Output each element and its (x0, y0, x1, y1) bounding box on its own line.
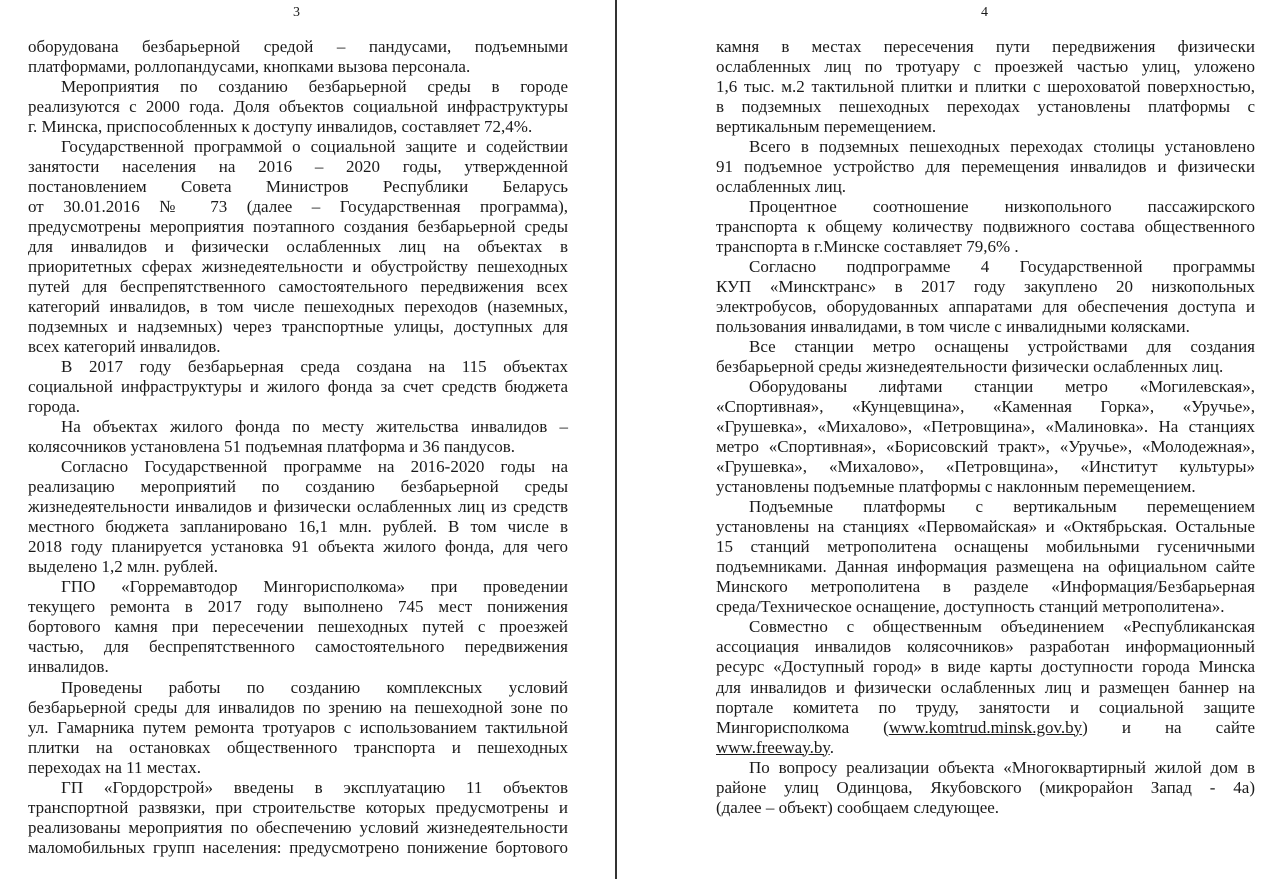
text-line: Все станции метро оснащены устройствами для создания (749, 337, 1255, 357)
paragraph (716, 197, 1255, 257)
text-line: переходах на 11 местах. (28, 757, 201, 777)
paragraph (716, 617, 1255, 757)
document-page-4 (618, 0, 1280, 879)
paragraph (28, 77, 568, 137)
text-line: от 30.01.2016 № 73 (далее – Государственная программа), (28, 197, 568, 217)
text-line: предусмотрены мероприятия поэтапного создания безбарьерной среды (28, 217, 568, 237)
paragraph (28, 457, 568, 577)
text-line: КУП «Минсктранс» в 2017 году закуплено 20 низкопольных (716, 277, 1255, 297)
page-divider (615, 0, 617, 879)
paragraph (716, 337, 1255, 377)
document-page-3 (0, 0, 616, 879)
web-link[interactable]: www.komtrud.minsk.gov.by (888, 717, 1083, 737)
text-line: камня в местах пересечения пути передвижения физически (716, 37, 1255, 56)
text-line: подъемниками. Данная информация размещена на официальном сайте (716, 557, 1255, 577)
text-line: «Спортивная», «Кунцевщина», «Каменная Горка», «Уручье», (716, 397, 1255, 417)
text-line: 1,6 тыс. м.2 тактильной плитки и плитки с шероховатой поверхностью, (716, 77, 1255, 97)
text-line: приоритетных сферах жизнедеятельности и обустройству пешеходных (28, 257, 568, 277)
text-line: вертикальным перемещением. (716, 117, 937, 137)
paragraph (716, 37, 1255, 137)
text-line: ГПО «Горремавтодор Мингорисполкома» при проведении (61, 577, 568, 597)
text-line: транспортной развязки, при строительстве которых предусмотрены и (28, 797, 568, 817)
text-line: Всего в подземных пешеходных переходах столицы установлено (749, 137, 1255, 157)
text-line: Мингорисполкома (www.komtrud.minsk.gov.by) и на сайте (716, 717, 1256, 737)
text-line: В 2017 году безбарьерная среда создана на 115 объектах (61, 357, 568, 377)
text-line: 15 станций метрополитена оснащены мобильными гусеничными (716, 537, 1255, 557)
text-line: постановлением Совета Министров Республики Беларусь (28, 177, 568, 197)
page-number: 3 (293, 5, 300, 20)
text-line: бортового камня при пересечении пешеходных путей с проезжей (28, 617, 568, 637)
web-link[interactable]: www.freeway.by (716, 737, 830, 757)
text-line: занятости населения на 2016 – 2020 годы, утвержденной (28, 157, 568, 177)
text-line: реализацию мероприятий по созданию безбарьерной среды (28, 477, 568, 497)
text-line: «Грушевка», «Михалово», «Петровщина», «Институт культуры» (716, 457, 1255, 477)
text-line: реализованы мероприятия по обеспечению условий жизнедеятельности (28, 817, 568, 837)
text-line: Оборудованы лифтами станции метро «Могилевская», (749, 377, 1255, 397)
text-line: ул. Гамарника путем ремонта тротуаров с использованием тактильной (28, 717, 568, 737)
text-line: 91 подъемное устройство для перемещения инвалидов и физически (716, 157, 1255, 177)
text-line: ресурс «Доступный город» в виде карты доступности города Минска (716, 657, 1255, 677)
text-line: оборудована безбарьерной средой – пандусами, подъемными (28, 37, 568, 56)
text-line: г. Минска, приспособленных к доступу инвалидов, составляет 72,4%. (28, 117, 533, 137)
text-line: Государственной программой о социальной защите и содействии (61, 137, 568, 157)
text-line: портале комитета по труду, занятости и социальной защите (716, 697, 1255, 717)
text-line: ослабленных лиц по тротуару с проезжей частью улиц, уложено (716, 57, 1255, 77)
text-line: местного бюджета запланировано 16,1 млн. рублей. В том числе в (28, 517, 568, 537)
text-line: 2018 году планируется установка 91 объекта жилого фонда, для чего (28, 537, 568, 557)
text-line: ГП «Гордорстрой» введены в эксплуатацию 11 объектов (61, 777, 568, 797)
text-line: Подъемные платформы с вертикальным перемещением (749, 497, 1255, 517)
text-line: ассоциация инвалидов колясочников» разработан информационный (716, 637, 1255, 657)
paragraph (716, 257, 1255, 337)
text-line: Проведены работы по созданию комплексных условий (61, 677, 568, 697)
paragraph (716, 137, 1255, 197)
text-line: (далее – объект) сообщаем следующее. (716, 797, 1000, 817)
text-line: www.freeway.by. (716, 737, 835, 757)
paragraph (28, 577, 568, 677)
text-line: электробусов, оборудованных аппаратами для обеспечения доступа и (716, 297, 1255, 317)
text-line: категорий инвалидов, в том числе пешеходных переходов (наземных, (28, 297, 568, 317)
text-line: среда/Техническое оснащение, доступность станций метрополитена». (716, 597, 1225, 617)
text-line: города. (28, 397, 81, 417)
text-line: маломобильных групп населения: предусмотрено понижение бортового (28, 837, 568, 857)
text-line: инвалидов. (28, 657, 109, 677)
text-line: Минского метрополитена в разделе «Информация/Безбарьерная (716, 577, 1255, 597)
text-line: транспорта к общему количеству подвижного состава общественного (716, 217, 1255, 237)
text-line: в подземных пешеходных переходах установлены платформы с (716, 97, 1255, 117)
paragraph (716, 377, 1255, 497)
text-line: выделено 1,2 млн. рублей. (28, 557, 219, 577)
text-line: пользования инвалидами, в том числе с инвалидными колясками. (716, 317, 1190, 337)
text-line: На объектах жилого фонда по месту жительства инвалидов – (61, 417, 568, 437)
text-line: установлены подъемные платформы с наклонным перемещением. (716, 477, 1196, 497)
text-line: социальной инфраструктуры и жилого фонда за счет средств бюджета (28, 377, 568, 397)
text-line: для инвалидов и физически ослабленных лиц и размещен баннер на (716, 677, 1255, 697)
text-line: частью, для беспрепятственного самостоятельного передвижения (28, 637, 568, 657)
text-line: Согласно подпрограмме 4 Государственной программы (749, 257, 1255, 277)
paragraph (716, 758, 1255, 818)
text-line: колясочников установлена 51 подъемная платформа и 36 пандусов. (28, 437, 515, 457)
text-line: путей для беспрепятственного самостоятельного передвижения всех (28, 277, 568, 297)
text-line: подземных и надземных) через транспортные улицы, доступных для (28, 317, 568, 337)
text-line: установлены на станциях «Первомайская» и «Октябрьская. Остальные (716, 517, 1255, 537)
text-line: районе улиц Одинцова, Якубовского (микрорайон Запад - 4а) (716, 777, 1255, 797)
text-line: плитки на остановках общественного транспорта и пешеходных (28, 737, 568, 757)
text-line: жизнедеятельности инвалидов и физически ослабленных лиц из средств (28, 497, 568, 517)
paragraph (28, 357, 568, 417)
text-line: «Грушевка», «Михалово», «Петровщина», «Малиновка». На станциях (716, 417, 1255, 437)
paragraph (28, 417, 568, 457)
text-line: метро «Спортивная», «Борисовский тракт», «Уручье», «Молодежная», (716, 437, 1255, 457)
paragraph (28, 37, 568, 77)
text-line: ослабленных лиц. (716, 177, 847, 197)
text-line: для инвалидов и физически ослабленных лиц на объектах в (28, 237, 568, 257)
text-line: безбарьерной среды жизнедеятельности физически ослабленных лиц. (716, 357, 1224, 377)
page-number: 4 (981, 5, 988, 20)
paragraph (716, 497, 1255, 617)
text-line: всех категорий инвалидов. (28, 337, 221, 357)
text-line: реализуются с 2000 года. Доля объектов социальной инфраструктуры (28, 97, 568, 117)
text-line: безбарьерной среды для инвалидов по зрению на пешеходной зоне по (28, 697, 568, 717)
text-line: Совместно с общественным объединением «Республиканская (749, 617, 1255, 637)
text-line: платформами, роллопандусами, кнопками вызова персонала. (28, 57, 471, 77)
text-line: текущего ремонта в 2017 году выполнено 745 мест понижения (28, 597, 568, 617)
page-body (716, 37, 1255, 818)
paragraph (28, 678, 568, 778)
paragraph (28, 778, 568, 858)
text-line: Согласно Государственной программе на 2016-2020 годы на (61, 457, 568, 477)
text-line: транспорта в г.Минске составляет 79,6% . (716, 237, 1019, 257)
paragraph (28, 137, 568, 357)
text-line: Мероприятия по созданию безбарьерной среды в городе (61, 77, 568, 97)
text-line: Процентное соотношение низкопольного пассажирского (749, 197, 1255, 217)
page-body (28, 37, 568, 858)
text-line: По вопросу реализации объекта «Многоквартирный жилой дом в (749, 757, 1255, 777)
